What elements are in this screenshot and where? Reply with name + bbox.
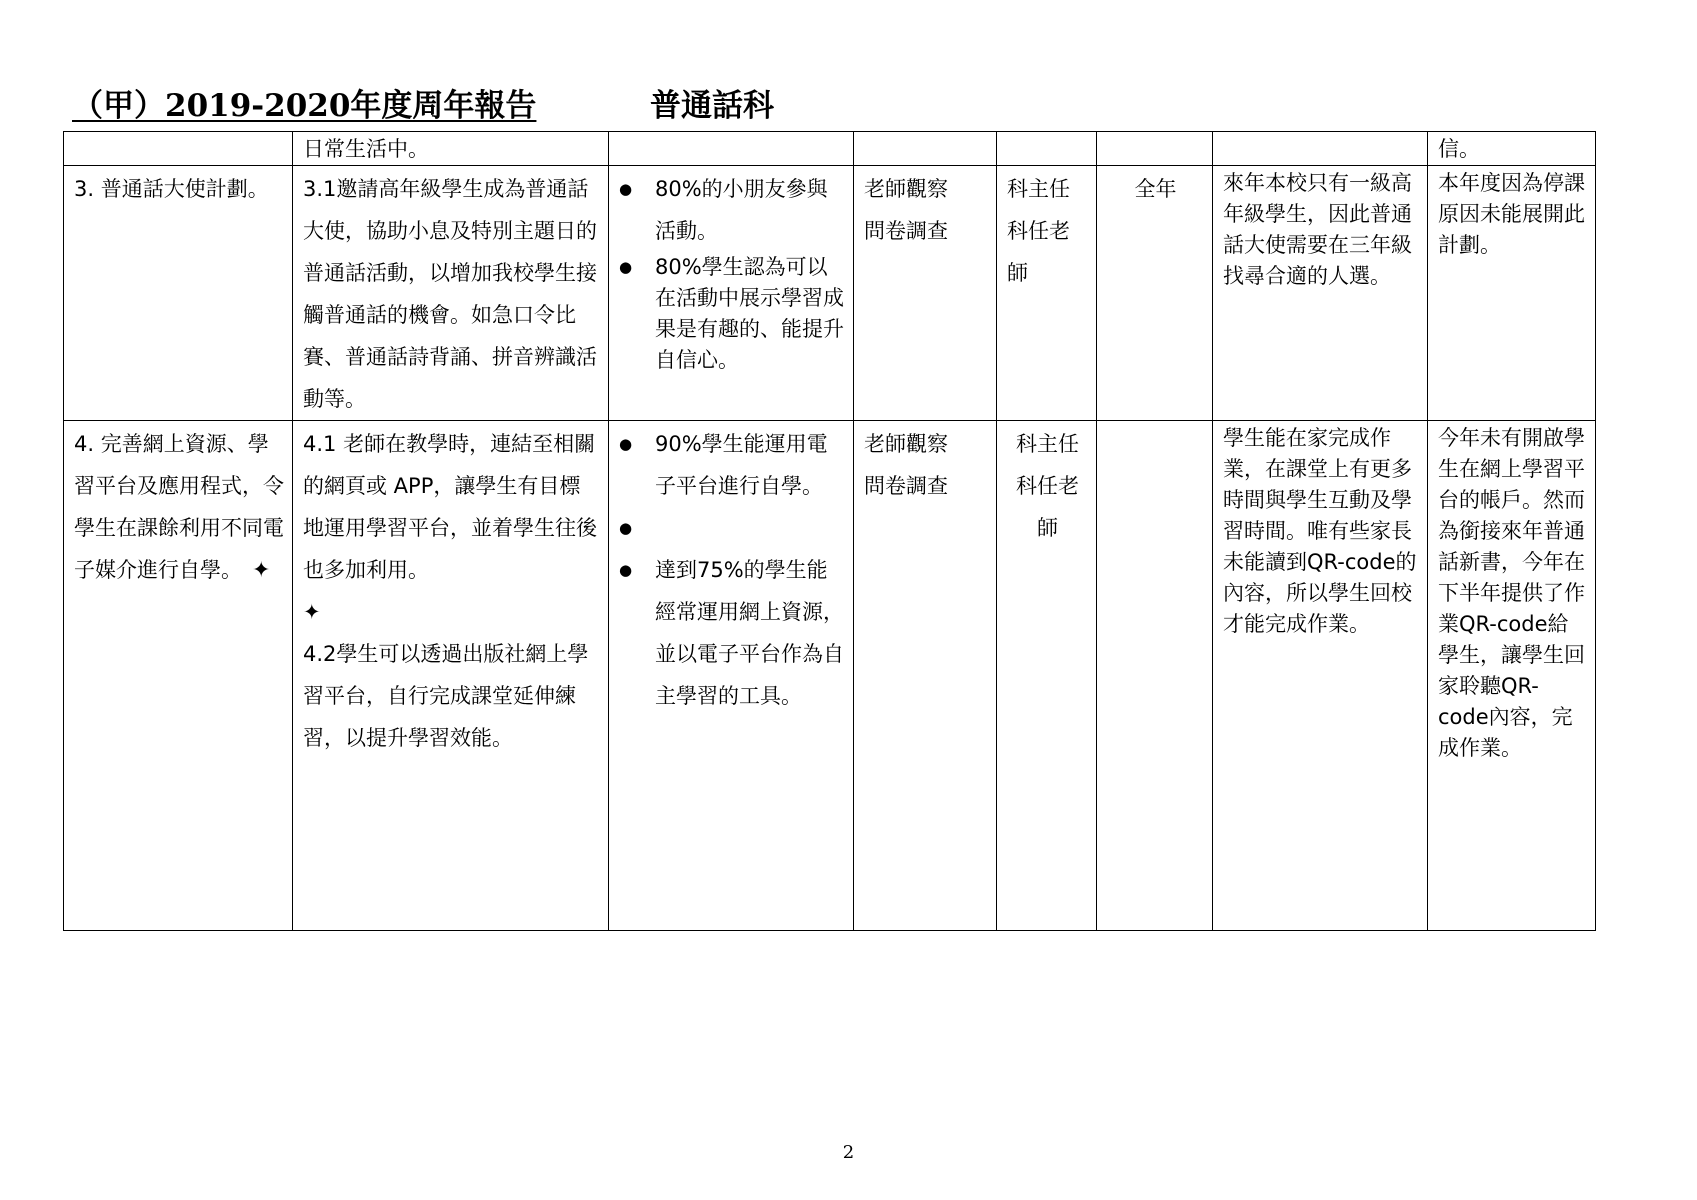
sparkle-icon: ✦ (252, 558, 271, 583)
report-title: （甲）2019-2020年度周年報告 (72, 88, 537, 124)
cell-criteria (609, 421, 854, 931)
task-4-1: 4.1 老師在教學時，連結至相關的網頁或 APP，讓學生有目標地運用學習平台，並着學生往後也多加利用。 (303, 432, 597, 582)
task-4-2: 4.2學生可以透過出版社網上學習平台，自行完成課堂延伸練習，以提升學習效能。 (303, 642, 589, 750)
criteria-item: ● 80%學生認為可以在活動中展示學習成果是有趣的、能提升自信心。 (619, 252, 845, 376)
sparkle-icon: ✦ (303, 600, 321, 624)
criteria-item: ● 達到75%的學生能經常運用網上資源，並以電子平台作為自主學習的工具。 (619, 549, 845, 717)
cell-followup: 信。 (1428, 132, 1596, 166)
cell-reflection: 學生能在家完成作業，在課堂上有更多時間與學生互動及學習時間。唯有些家長未能讀到QR-code的內容，所以學生回校才能完成作業。 (1213, 421, 1428, 931)
cell-period: 全年 (1097, 166, 1213, 421)
cell-followup: 今年未有開啟學生在網上學習平台的帳戶。然而為銜接來年普通話新書，今年在下半年提供了作業QR-code給學生，讓學生回家聆聽QR-code內容，完成作業。 (1428, 421, 1596, 931)
cell-person: 科主任 科任老師 (997, 166, 1097, 421)
cell-method (854, 132, 997, 166)
item-text: 普通話大使計劃。 (100, 177, 269, 201)
table-row (64, 132, 1596, 166)
subject-title: 普通話科 (650, 88, 774, 124)
cell-person: 科主任 科任老 師 (997, 421, 1097, 931)
cell-person (997, 132, 1097, 166)
criteria-item: ● 80%的小朋友參與活動。 (619, 168, 845, 252)
cell-task: 3.1邀請高年級學生成為普通話大使，協助小息及特別主題日的普通話活動，以增加我校學生接觸普通話的機會。如急口令比賽、普通話詩背誦、拼音辨識活動等。 (293, 166, 609, 421)
cell-task (293, 421, 609, 931)
cell-task: 日常生活中。 (293, 132, 609, 166)
item-number: 3. (74, 177, 95, 201)
criteria-item: ● 90%學生能運用電子平台進行自學。 (619, 423, 845, 507)
table-row (64, 166, 1596, 421)
page-number: 2 (842, 1142, 855, 1163)
page-title (72, 84, 792, 128)
cell-strategy (64, 421, 293, 931)
cell-period (1097, 132, 1213, 166)
cell-method: 老師觀察 問卷調查 (854, 166, 997, 421)
cell-reflection (1213, 132, 1428, 166)
cell-method: 老師觀察 問卷調查 (854, 421, 997, 931)
cell-period (1097, 421, 1213, 931)
cell-followup: 本年度因為停課原因未能展開此計劃。 (1428, 166, 1596, 421)
cell-strategy (64, 166, 293, 421)
item-text: 4. 完善網上資源、學習平台及應用程式，令學生在課餘利用不同電子媒介進行自學。 (74, 432, 284, 582)
criteria-spacer (619, 507, 845, 549)
table-row (64, 421, 1596, 931)
cell-criteria (609, 166, 854, 421)
cell-criteria (609, 132, 854, 166)
cell-strategy (64, 132, 293, 166)
report-table (63, 131, 1596, 931)
cell-reflection: 來年本校只有一級高年級學生，因此普通話大使需要在三年級找尋合適的人選。 (1213, 166, 1428, 421)
